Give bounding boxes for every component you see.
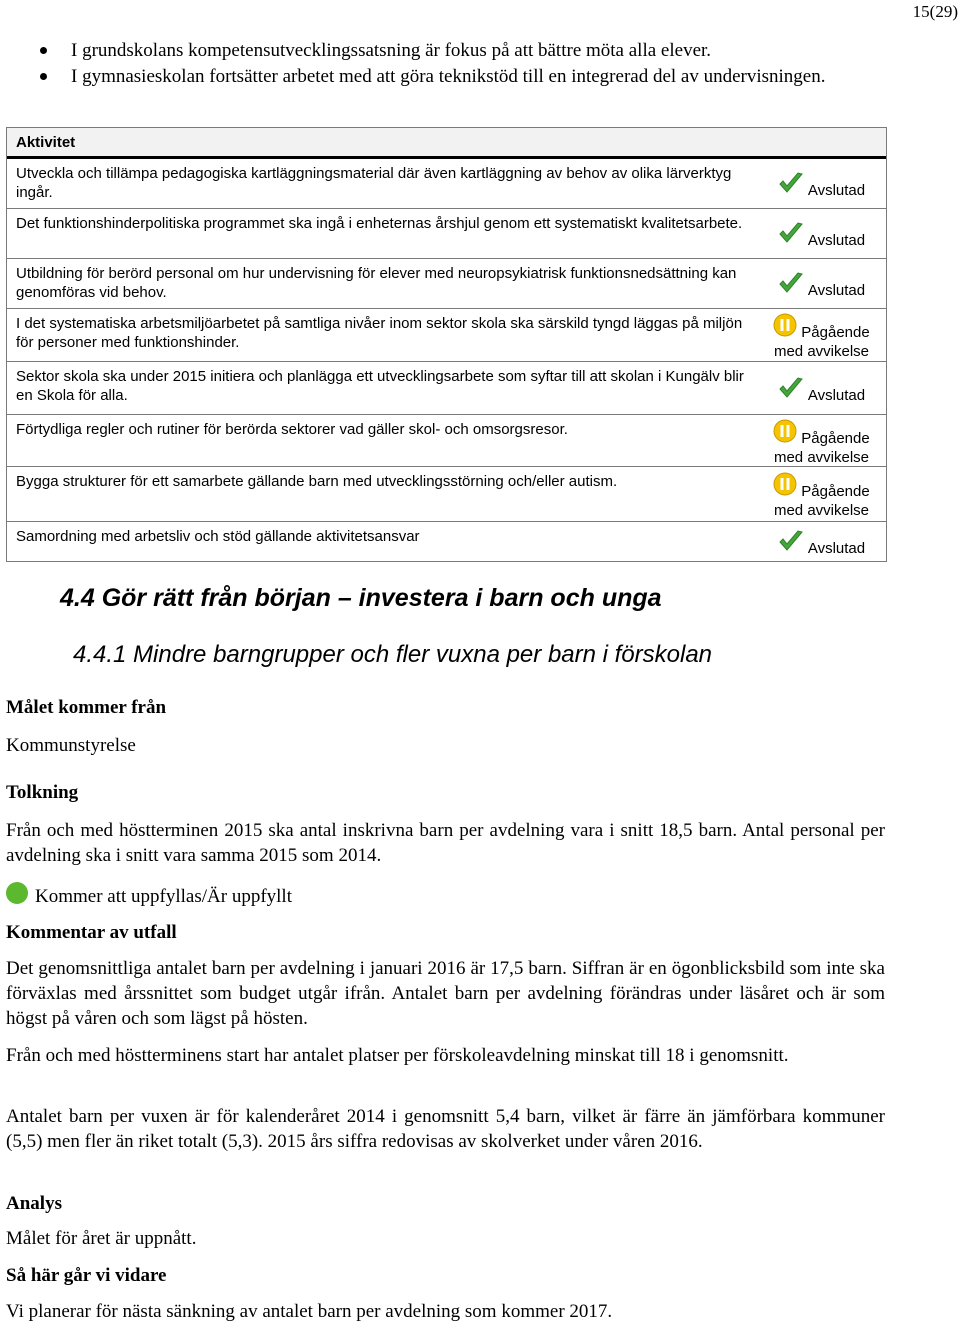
next-steps-label: Så här går vi vidare bbox=[6, 1265, 167, 1286]
activity-status bbox=[757, 522, 886, 561]
activity-status bbox=[757, 209, 886, 258]
activity-text: Förtydliga regler och rutiner för berörda sektorer vad gäller skol- och omsorgsresor. bbox=[16, 421, 568, 438]
comment-paragraph: Det genomsnittliga antalet barn per avdelning i januari 2016 är 17,5 barn. Siffran är en ögonblicksbild som inte ska förväxlas med årssnittet som budget utgår ifrån. Antalet barn per avdelning förändras under läsåret och är som högst på våren och som lägst på hösten. bbox=[6, 958, 885, 1029]
status-cell bbox=[778, 271, 865, 300]
interpretation-text: Från och med höstterminen 2015 ska antal inskrivna barn per avdelning vara i snitt 18,5 barn. Antal personal per avdelning ska i snitt vara samma 2015 som 2014. bbox=[6, 820, 885, 866]
section-subheading: 4.4.1 Mindre barngrupper och fler vuxna per barn i förskolan bbox=[73, 641, 713, 668]
activity-status bbox=[757, 309, 886, 361]
comment-label: Kommentar av utfall bbox=[6, 922, 177, 943]
comment-paragraph: Antalet barn per vuxen är för kalenderåret 2014 i genomsnitt 5,4 barn, vilket är färre än jämförbara kommuner (5,5) men fler än riket totalt (5,3). 2015 års siffra redovisas av skolverket under våren 2016. bbox=[6, 1106, 885, 1152]
check-icon bbox=[778, 376, 804, 405]
activity-status bbox=[757, 259, 886, 308]
activity-row bbox=[7, 467, 886, 522]
status-label-line2: med avvikelse bbox=[773, 502, 870, 519]
status-label: Kommer att uppfyllas/Är uppfyllt bbox=[35, 886, 292, 907]
status-label: Pågående bbox=[801, 483, 870, 500]
status-label: Avslutad bbox=[807, 386, 866, 404]
activity-text: Utbildning för berörd personal om hur undervisning för elever med neuropsykiatrisk funktionsnedsättning kan genomföras vid behov. bbox=[16, 265, 737, 301]
goal-origin-value: Kommunstyrelse bbox=[6, 735, 136, 756]
bullet-text: I gymnasieskolan fortsätter arbetet med att göra teknikstöd till en integrerad del av undervisningen. bbox=[71, 66, 826, 87]
bullet-text: I grundskolans kompetensutvecklingssatsning är fokus på att bättre möta alla elever. bbox=[71, 40, 712, 61]
analysis-label: Analys bbox=[6, 1193, 62, 1214]
page-number: 15(29) bbox=[912, 2, 958, 21]
status-line bbox=[6, 882, 885, 909]
activity-row bbox=[7, 209, 886, 259]
status-label: Pågående bbox=[801, 429, 870, 447]
interpretation-label: Tolkning bbox=[6, 782, 79, 803]
goal-origin-label: Målet kommer från bbox=[6, 697, 167, 718]
pause-icon bbox=[773, 472, 797, 501]
activity-status bbox=[757, 415, 886, 466]
activity-row bbox=[7, 522, 886, 561]
activity-text: Utveckla och tillämpa pedagogiska kartläggningsmaterial där även kartläggning av behov av olika lärverktyg ingår. bbox=[16, 165, 732, 201]
activity-row bbox=[7, 309, 886, 362]
section-heading: 4.4 Gör rätt från början – investera i barn och unga bbox=[60, 584, 662, 612]
analysis-text: Målet för året är uppnått. bbox=[6, 1228, 197, 1249]
activity-table bbox=[6, 127, 887, 562]
activity-row bbox=[7, 259, 886, 309]
activity-status bbox=[757, 362, 886, 414]
pause-icon bbox=[773, 313, 797, 342]
activity-row bbox=[7, 415, 886, 467]
status-cell bbox=[778, 221, 865, 250]
status-cell bbox=[773, 419, 869, 467]
status-label: Avslutad bbox=[807, 182, 866, 199]
status-cell bbox=[778, 529, 865, 558]
activity-rows bbox=[7, 159, 886, 561]
status-label: Avslutad bbox=[807, 232, 866, 249]
check-icon bbox=[778, 221, 804, 250]
activity-status bbox=[757, 467, 886, 521]
activity-text: Bygga strukturer för ett samarbete gällande barn med utvecklingsstörning och/eller autism. bbox=[16, 473, 618, 490]
activity-text: I det systematiska arbetsmiljöarbetet på samtliga nivåer inom sektor skola ska särskild tyngd läggas på miljön för personer med funktionshinder. bbox=[16, 315, 743, 351]
activity-text: Sektor skola ska under 2015 initiera och planlägga ett utvecklingsarbete som syftar till att skolan i Kungälv blir en Skola för alla. bbox=[16, 368, 744, 404]
activity-text: Det funktionshinderpolitiska programmet ska ingå i enheternas årshjul genom ett systematiskt kvalitetsarbete. bbox=[16, 215, 743, 232]
next-steps-text: Vi planerar för nästa sänkning av antalet barn per avdelning som kommer 2017. bbox=[6, 1301, 613, 1322]
bullet-dot-icon bbox=[40, 47, 47, 54]
status-cell bbox=[778, 171, 865, 200]
status-cell bbox=[773, 472, 869, 520]
bullet-dot-icon bbox=[40, 73, 47, 80]
status-label: Pågående bbox=[801, 324, 870, 341]
bullet-item bbox=[40, 38, 885, 64]
pause-icon bbox=[773, 419, 797, 448]
status-label: Avslutad bbox=[807, 540, 866, 557]
activity-table-header: Aktivitet bbox=[7, 128, 886, 159]
check-icon bbox=[778, 171, 804, 200]
green-circle-icon bbox=[6, 882, 28, 904]
check-icon bbox=[778, 271, 804, 300]
status-cell bbox=[773, 313, 869, 361]
status-label: Avslutad bbox=[807, 282, 866, 299]
bullet-item bbox=[40, 64, 885, 90]
status-label-line2: med avvikelse bbox=[773, 343, 870, 360]
activity-row bbox=[7, 362, 886, 415]
activity-status bbox=[757, 159, 886, 208]
activity-row bbox=[7, 159, 886, 209]
status-cell bbox=[778, 376, 865, 405]
comment-paragraph: Från och med höstterminens start har antalet platser per förskoleavdelning minskat till 18 i genomsnitt. bbox=[6, 1045, 789, 1066]
bullet-list bbox=[40, 38, 885, 90]
check-icon bbox=[778, 529, 804, 558]
status-label-line2: med avvikelse bbox=[773, 448, 870, 466]
activity-text: Samordning med arbetsliv och stöd gällande aktivitetsansvar bbox=[16, 528, 420, 545]
